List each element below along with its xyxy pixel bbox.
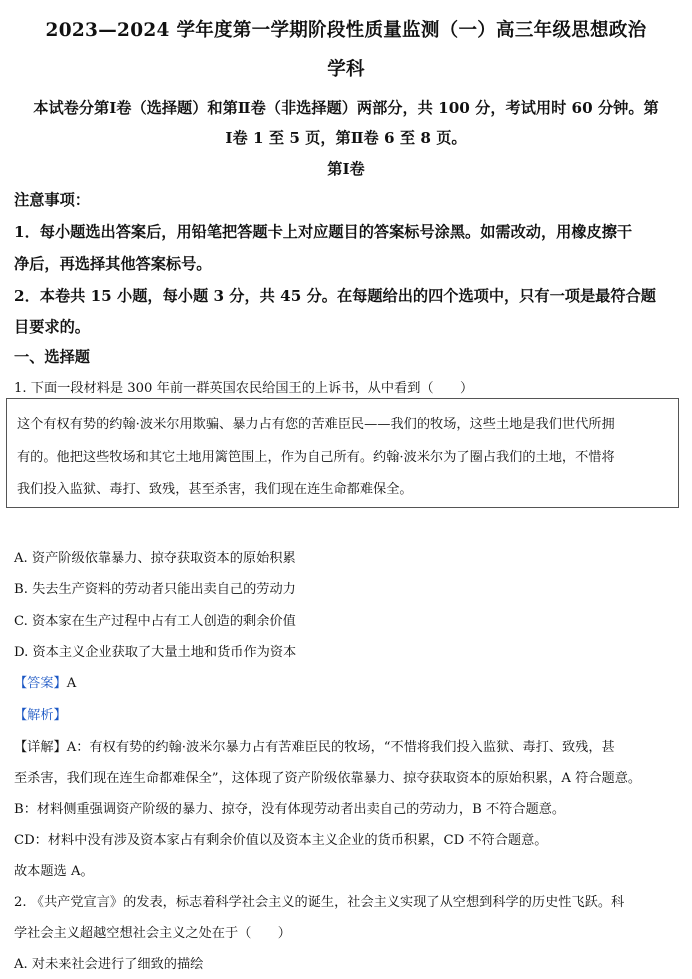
material-line: 我们投入监狱、毒打、致残，甚至杀害，我们现在连生命都难保全。 [17,482,413,497]
material-line: 这个有权有势的约翰·波米尔用欺骗、暴力占有您的苦难臣民——我们的牧场，这些土地是我们世代所拥 [17,417,615,432]
detail-line4: CD：材料中没有涉及资本家占有剩余价值以及资本主义企业的货币积累，CD 不符合题意。 [14,833,548,848]
notice-item1-line1: 1．每小题选出答案后，用铅笔把答题卡上对应题目的答案标号涂黑。如需改动，用橡皮擦干 [14,223,633,241]
section-heading: 第Ⅰ卷 [327,160,365,178]
answer-line [14,672,678,691]
answer-label: 【答案】 [14,676,67,691]
option-c: C. 资本家在生产过程中占有工人创造的剩余价值 [14,614,296,629]
notice-heading: 注意事项： [14,191,90,209]
detail-text: A：有权有势的约翰·波米尔暴力占有苦难臣民的牧场，“不惜将我们投入监狱、毒打、致残，甚 [66,740,615,755]
notice-item2-line1: 2．本卷共 15 小题，每小题 3 分，共 45 分。在每题给出的四个选项中，只有一项是最符合题 [14,287,656,305]
question2-stem-line1: 2. 《共产党宣言》的发表，标志着科学社会主义的诞生，社会主义实现了从空想到科学的历史性飞跃。科 [14,895,625,910]
intro-line1: 本试卷分第Ⅰ卷（选择题）和第Ⅱ卷（非选择题）两部分，共 100 分，考试用时 60 分钟。第 [33,99,659,117]
question2-stem-line2: 学社会主义超越空想社会主义之处在于（ ） [14,926,291,941]
option-b: B. 失去生产资料的劳动者只能出卖自己的劳动力 [14,582,296,597]
option-a: A. 资产阶级依靠暴力、掠夺获取资本的原始积累 [14,551,296,566]
detail-label: 【详解】 [14,740,67,755]
intro-line2: Ⅰ卷 1 至 5 页，第Ⅱ卷 6 至 8 页。 [225,129,467,147]
question1-stem: 1. 下面一段材料是 300 年前一群英国农民给国王的上诉书，从中看到（ ） [14,381,474,396]
detail-line2: 至杀害，我们现在连生命都难保全”，这体现了资产阶级依靠暴力、掠夺获取资本的原始积累，A 符合题意。 [14,771,642,786]
material-line: 有的。他把这些牧场和其它土地用篱笆围上，作为自己所有。约翰·波米尔为了圈占我们的土地，不惜将 [17,450,615,465]
part-heading: 一、选择题 [14,348,90,366]
question1-material-box [6,398,679,508]
notice-item1-line2: 净后，再选择其他答案标号。 [14,255,212,273]
question2-option-a: A. 对未来社会进行了细致的描绘 [14,957,204,972]
exam-title-line1: 2023—2024 学年度第一学期阶段性质量监测（一）高三年级思想政治 [45,20,647,41]
detail-line3: B：材料侧重强调资产阶级的暴力、掠夺，没有体现劳动者出卖自己的劳动力，B 不符合题意。 [14,802,566,817]
option-d: D. 资本主义企业获取了大量土地和货币作为资本 [14,645,297,660]
analysis-label: 【解析】 [14,708,67,723]
exam-title-line2: 学科 [327,59,365,80]
answer-value: A [66,676,77,691]
detail-conclusion: 故本题选 A。 [14,864,94,879]
detail-line1 [14,736,678,755]
notice-item2-line2: 目要求的。 [14,318,90,336]
